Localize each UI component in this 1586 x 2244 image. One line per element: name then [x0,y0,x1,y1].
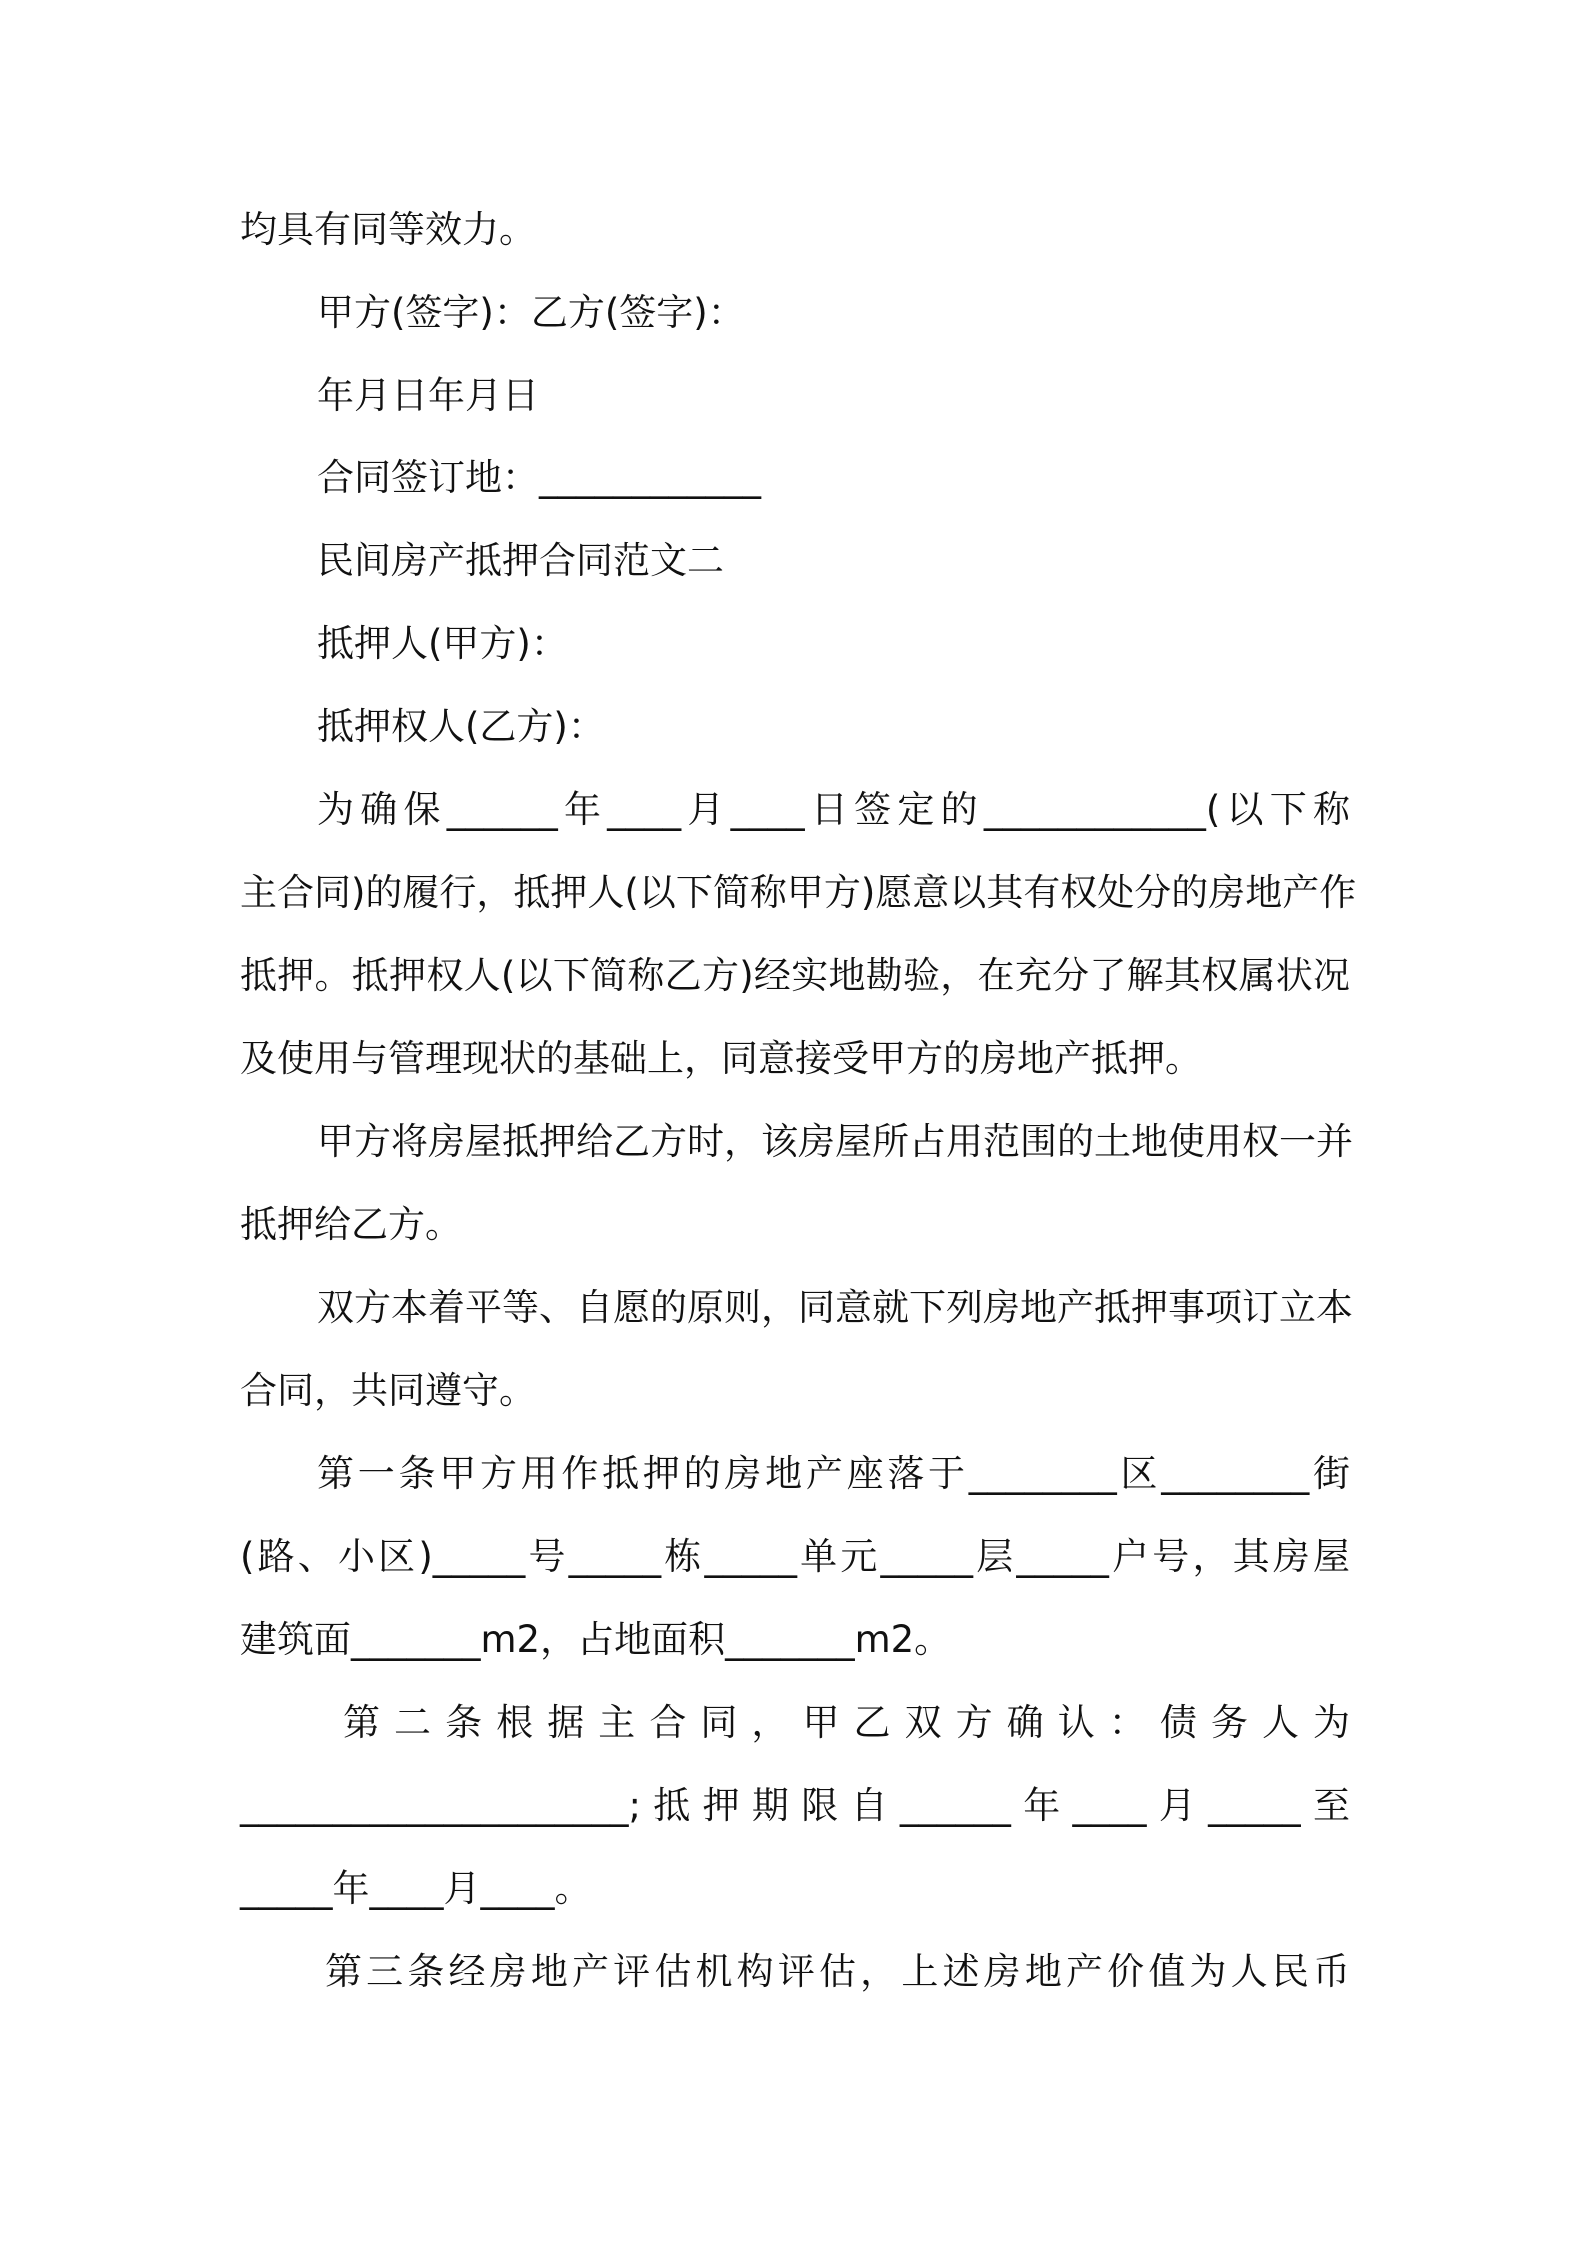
paragraph-line: 抵押。抵押权人(以下简称乙方)经实地勘验，在充分了解其权属状况 [240,954,1350,997]
article-2-line: 第二条根据主合同，甲乙双方确认：债务人为 [343,1701,1350,1744]
article-2-line: _____________________;抵押期限自______年____月_____至 [240,1784,1350,1827]
article-1-line: (路、小区)_____号_____栋_____单元_____层_____户号，其房屋 [240,1535,1350,1578]
paragraph-line: 甲方将房屋抵押给乙方时，该房屋所占用范围的土地使用权一并 [317,1120,1353,1163]
article-1-line: 建筑面_______m2，占地面积_______m2。 [240,1618,952,1661]
date-line: 年月日年月日 [317,374,539,417]
article-3-line: 第三条经房地产评估机构评估，上述房地产价值为人民币 [325,1950,1350,1993]
text-line: 均具有同等效力。 [240,208,536,251]
mortgagor-line: 抵押人(甲方)： [317,622,568,665]
mortgagee-line: 抵押权人(乙方)： [317,705,605,748]
paragraph-line: 主合同)的履行，抵押人(以下简称甲方)愿意以其有权处分的房地产作 [240,871,1357,914]
paragraph-line: 为确保______年____月____日签定的____________(以下称 [317,788,1350,831]
article-1-line: 第一条甲方用作抵押的房地产座落于________区________街 [317,1452,1350,1495]
paragraph-line: 双方本着平等、自愿的原则，同意就下列房地产抵押事项订立本 [317,1286,1353,1329]
signing-place-line: 合同签订地：____________ [317,456,761,499]
paragraph-line: 合同，共同遵守。 [240,1369,536,1412]
paragraph-line: 及使用与管理现状的基础上，同意接受甲方的房地产抵押。 [240,1037,1202,1080]
section-title: 民间房产抵押合同范文二 [317,539,724,582]
signature-line: 甲方(签字)：乙方(签字)： [317,291,745,334]
paragraph-line: 抵押给乙方。 [240,1203,462,1246]
article-2-line: _____年____月____。 [240,1867,592,1910]
